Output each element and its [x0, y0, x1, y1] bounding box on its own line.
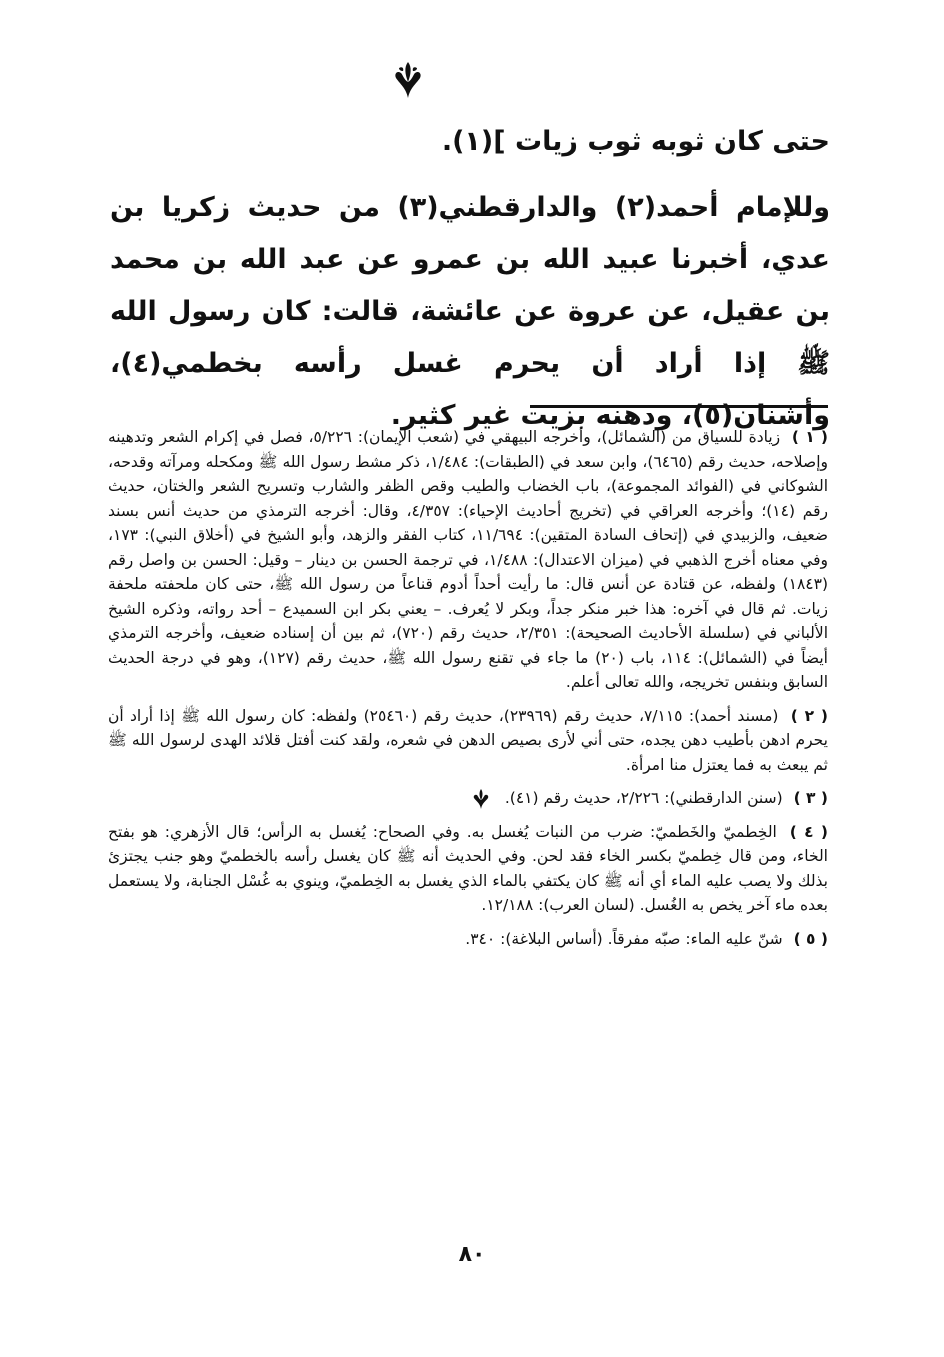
main-paragraph [110, 182, 830, 442]
footnote-2 [108, 704, 828, 778]
footnote-text: شنّ عليه الماء: صبّه مفرقاً. (أساس البلاغة): ٣٤٠. [465, 929, 783, 948]
floral-ornament-icon [388, 58, 428, 102]
footnote-3 [108, 786, 828, 811]
footnote-number: ( ٤ ) [789, 822, 828, 841]
main-text-paragraph: وللإمام أحمد(٢) والدارقطني(٣) من حديث زكريا بن عدي، أخبرنا عبيد الله بن عمرو عن عبد الله بن محمد بن عقيل، عن عروة عن عائشة، قالت: كان رسول الله ﷺ إذا أراد أن يحرم غسل رأسه بخطمي(٤)، وأشنان(٥)، ودهنه بزيت غير كثير. [110, 192, 831, 431]
footnotes [108, 425, 828, 960]
footnote-text: (سنن الدارقطني): ٢/٢٢٦، حديث رقم (٤١). [504, 789, 783, 807]
footnote-number: ( ٣ ) [793, 789, 828, 807]
footnote-number: ( ١ ) [791, 428, 829, 446]
small-floral-ornament-icon [470, 787, 492, 811]
footnote-1 [108, 425, 828, 695]
page-number: ٨٠ [458, 1242, 486, 1267]
footnote-text: (مسند أحمد): ٧/١١٥، حديث رقم (٢٣٩٦٩)، حديث رقم (٢٥٤٦٠) ولفظه: كان رسول الله ﷺ إذا أراد أن يحرم ادهن بأطيب دهن يجده، حتى أني لأرى بصيص الدهن في شعره، ولقد كنت أفتل قلائد الهدى لرسول الله ﷺ ثم يبعث به فما يعتزل منا امرأة. [108, 706, 828, 774]
footnote-separator [530, 405, 828, 408]
footnote-number: ( ٥ ) [793, 929, 828, 948]
footnote-text: زيادة للسياق من (الشمائل)، وأخرجه البيهقي في (شعب الإيمان): ٥/٢٢٦، فصل في إكرام الشعر وتدهينه وإصلاحه، حديث رقم (٦٤٦٥)، وابن سعد في (الطبقات): ١/٤٨٤، ذكر مشط رسول الله ﷺ ومكحله ومرآته وقدحه، الشوكاني في (الفوائد المجموعة)، باب الخضاب والطيب وقص الظفر والشارب وتسريح الشعر والختان، حديث رقم (١٤)؛ وأخرجه العراقي في (تخريج أحاديث الإحياء): ٤/٣٥٧، وقال: أخرجه الترمذي من حديث أنس بسند ضعيف، والزبيدي في (إتحاف السادة المتقين): ١١/٦٩٤، كتاب الفقر والزهد، وأبو الشيخ في (أخلاق النبي): ١٧٣، وفي معناه أخرج الذهبي في (ميزان الاعتدال): ١/٤٨٨، في ترجمة الحسن بن دينار – وقيل: الحسن بن واصل رقم (١٨٤٣) ولفظه، عن قتادة عن أنس قال: ما رأيت أحداً أدوم قناعاً من رسول الله ﷺ، حتى كان ملحفته ملحفة زيات. ثم قال في آخره: هذا خبر منكر جداً، وبكر لا يُعرف. – يعني بكر ابن السميدع – أحد رواته، وذكره الشيخ الألباني في (سلسلة الأحاديث الصحيحة): ٢/٣٥١، حديث رقم (٧٢٠)، ثم بين أن إسناده ضعيف، وأخرجه الترمذي أيضاً في (الشمائل): ١١٤، باب (٢٠) ما جاء في تقنع رسول الله ﷺ، حديث رقم (١٢٧)، وهو في درجة الحديث السابق وبنفس تخريجه، والله تعالى أعلم. [108, 428, 829, 691]
main-line-continuation [110, 116, 830, 168]
footnote-4 [108, 820, 828, 918]
footnote-number: ( ٢ ) [790, 706, 829, 725]
footnote-text: الخِطميّ والخَطميّ: ضرب من النبات يُغسل به. وفي الصحاح: يُغسل به الرأس؛ قال الأزهري: هو بفتح الخاء، ومن قال خِطميّ بكسر الخاء فقد لحن. وفي الحديث أنه ﷺ كان يغسل رأسه بالخطميّ وهو جنب يجتزئ بذلك ولا يصب عليه الماء أي أنه ﷺ كان يكتفي بالماء الذي يغسل به الخِطميّ، وينوي به غُسْل الجنابة، ولا يستعمل بعده ماء آخر يخص به الغُسل. (لسان العرب): ١٢/١٨٨. [108, 822, 828, 914]
main-text-line: حتى كان ثوبه ثوب زيات ](١). [441, 126, 830, 157]
footnote-5 [108, 927, 828, 952]
